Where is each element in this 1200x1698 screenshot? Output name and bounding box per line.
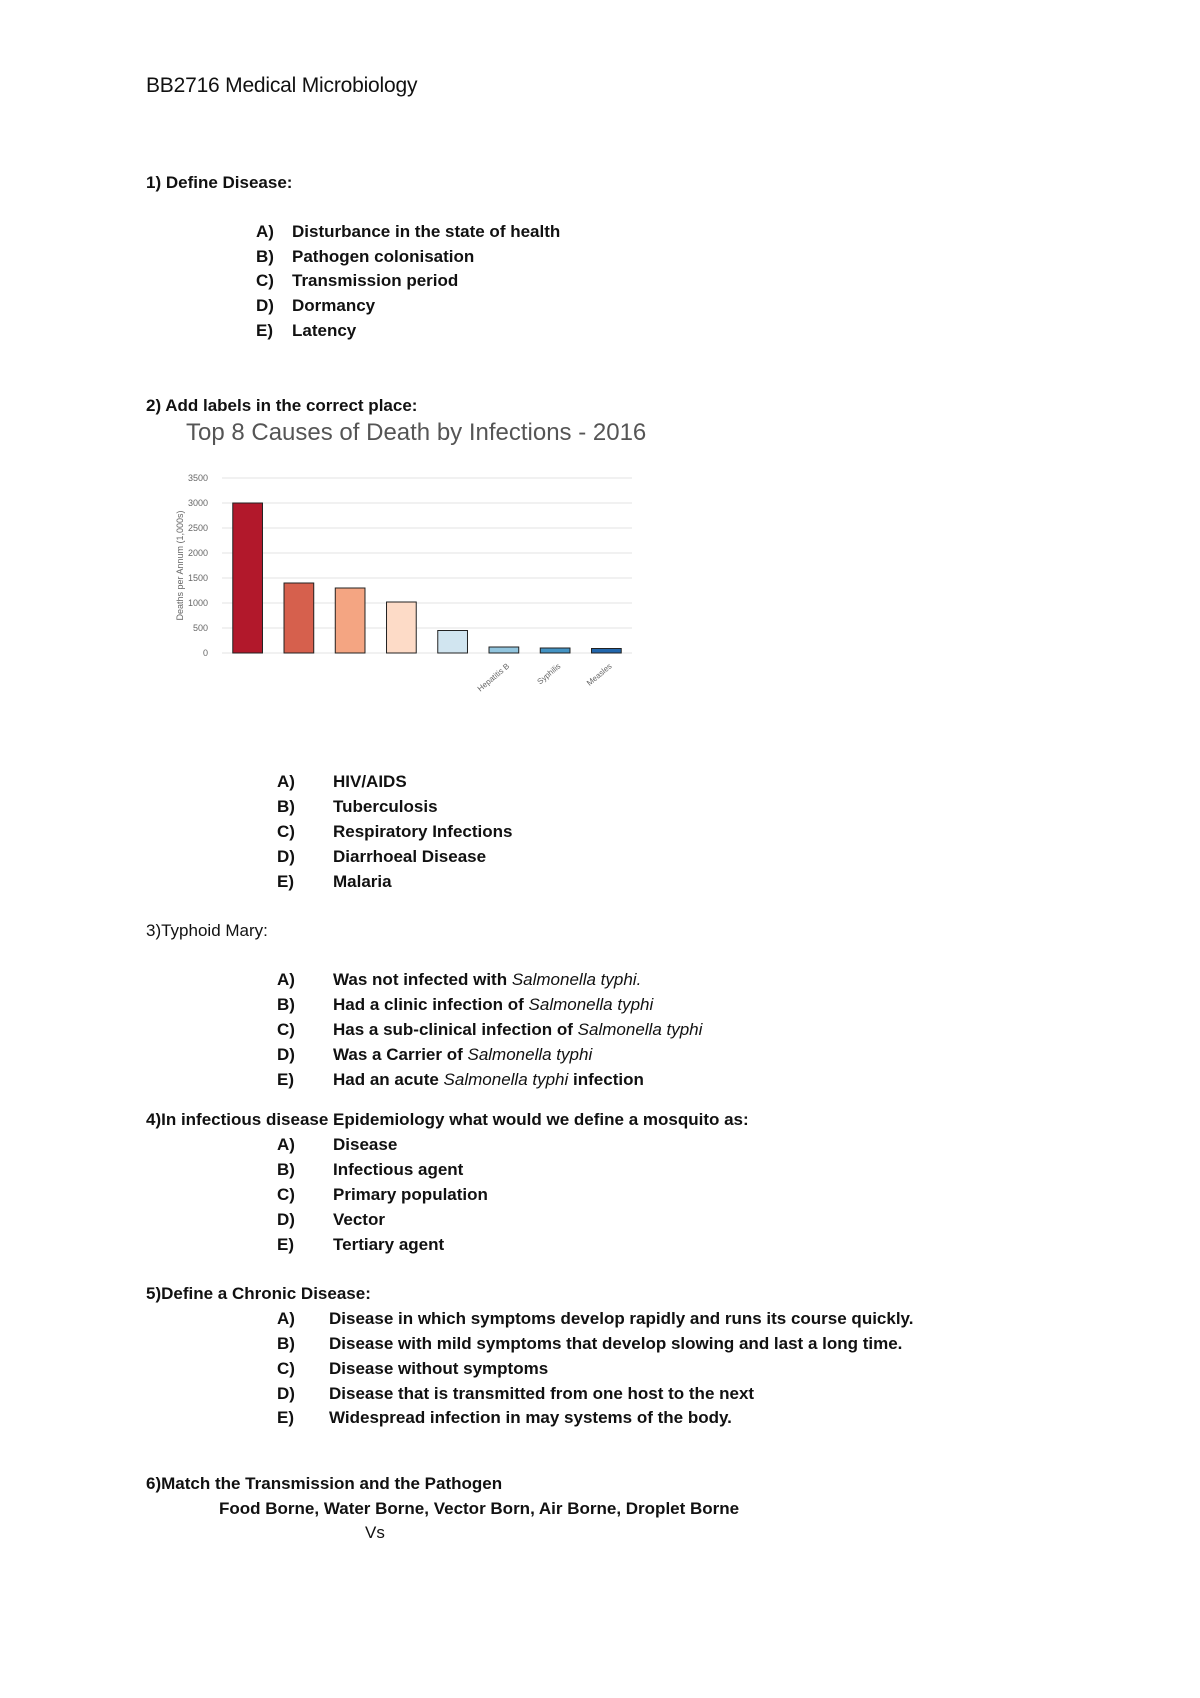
question-1-option-b[interactable] bbox=[256, 247, 475, 267]
option-text: Disease in which symptoms develop rapidly and runs its course quickly. bbox=[329, 1309, 914, 1328]
y-axis-label: Deaths per Annum (1,000s) bbox=[175, 510, 185, 621]
chart-container bbox=[170, 420, 690, 720]
question-3-option-e[interactable] bbox=[277, 1070, 644, 1090]
option-letter: E) bbox=[277, 1070, 294, 1089]
question-5-option-d[interactable] bbox=[277, 1384, 755, 1404]
question-5-title: 5)Define a Chronic Disease: bbox=[146, 1284, 371, 1303]
y-tick-label: 1000 bbox=[187, 598, 208, 608]
option-letter: D) bbox=[277, 1384, 295, 1403]
option-text: Pathogen colonisation bbox=[292, 247, 475, 266]
option-text: Was not infected with Salmonella typhi. bbox=[333, 970, 642, 989]
question-1-option-a[interactable] bbox=[256, 222, 561, 242]
bar bbox=[284, 583, 314, 653]
option-text: Widespread infection in may systems of the body. bbox=[329, 1408, 732, 1427]
option-letter: D) bbox=[277, 1045, 295, 1064]
chart-title: Top 8 Causes of Death by Infections - 2016 bbox=[186, 420, 647, 446]
y-tick-label: 3000 bbox=[187, 498, 208, 508]
option-text: Tertiary agent bbox=[333, 1235, 445, 1254]
x-tick-label: Hepatitis B bbox=[475, 661, 512, 694]
option-letter: E) bbox=[277, 1408, 294, 1427]
question-4-option-b[interactable] bbox=[277, 1160, 464, 1180]
option-letter: C) bbox=[277, 1185, 295, 1204]
option-letter: B) bbox=[277, 995, 295, 1014]
option-letter: C) bbox=[277, 822, 295, 841]
bar bbox=[540, 648, 570, 653]
question-4-option-a[interactable] bbox=[277, 1135, 398, 1155]
option-letter: A) bbox=[277, 970, 295, 989]
question-4-option-c[interactable] bbox=[277, 1185, 488, 1205]
bar bbox=[233, 503, 263, 653]
question-5-option-b[interactable] bbox=[277, 1334, 903, 1354]
option-text: Had an acute Salmonella typhi infection bbox=[333, 1070, 644, 1089]
x-tick-label: Syphilis bbox=[535, 661, 563, 687]
question-4-title: 4)In infectious disease Epidemiology what would we define a mosquito as: bbox=[146, 1110, 749, 1129]
question-2-option-b[interactable] bbox=[277, 797, 438, 817]
bar bbox=[387, 602, 417, 653]
y-tick-label: 2000 bbox=[187, 548, 208, 558]
question-6-title: 6)Match the Transmission and the Pathogen bbox=[146, 1474, 503, 1493]
y-tick-label: 1500 bbox=[187, 573, 208, 583]
bar bbox=[438, 631, 468, 654]
option-letter: D) bbox=[277, 1210, 295, 1229]
question-5-option-a[interactable] bbox=[277, 1309, 914, 1329]
y-tick-label: 2500 bbox=[187, 523, 208, 533]
question-1-option-c[interactable] bbox=[256, 271, 459, 291]
option-text: Was a Carrier of Salmonella typhi bbox=[333, 1045, 593, 1064]
option-text: Disease that is transmitted from one host to the next bbox=[329, 1384, 755, 1403]
question-3-option-a[interactable] bbox=[277, 970, 642, 990]
bar-chart bbox=[170, 420, 690, 720]
option-text: Has a sub-clinical infection of Salmonella typhi bbox=[333, 1020, 703, 1039]
option-letter: B) bbox=[256, 247, 274, 266]
option-text: Latency bbox=[292, 321, 357, 340]
question-2-title: 2) Add labels in the correct place: bbox=[146, 396, 418, 415]
option-letter: C) bbox=[256, 271, 274, 290]
option-letter: B) bbox=[277, 1160, 295, 1179]
question-3-title: 3)Typhoid Mary: bbox=[146, 921, 268, 940]
question-2-option-d[interactable] bbox=[277, 847, 487, 867]
option-text: HIV/AIDS bbox=[333, 772, 407, 791]
y-tick-label: 0 bbox=[202, 648, 208, 658]
option-text: Disturbance in the state of health bbox=[292, 222, 561, 241]
question-3-option-b[interactable] bbox=[277, 995, 654, 1015]
transmission-types: Food Borne, Water Borne, Vector Born, Air Borne, Droplet Borne bbox=[219, 1499, 740, 1518]
question-3-option-c[interactable] bbox=[277, 1020, 703, 1040]
document-title: BB2716 Medical Microbiology bbox=[146, 74, 418, 97]
question-2-option-e[interactable] bbox=[277, 872, 392, 892]
option-text: Disease with mild symptoms that develop slowing and last a long time. bbox=[329, 1334, 903, 1353]
option-letter: A) bbox=[277, 772, 295, 791]
option-letter: C) bbox=[277, 1020, 295, 1039]
option-letter: E) bbox=[277, 1235, 294, 1254]
y-tick-label: 3500 bbox=[187, 473, 208, 483]
option-letter: E) bbox=[256, 321, 273, 340]
x-tick-label: Measles bbox=[585, 661, 614, 688]
option-letter: A) bbox=[277, 1135, 295, 1154]
question-4-option-e[interactable] bbox=[277, 1235, 445, 1255]
option-letter: E) bbox=[277, 872, 294, 891]
option-text: Malaria bbox=[333, 872, 392, 891]
option-letter: A) bbox=[256, 222, 274, 241]
question-1-option-d[interactable] bbox=[256, 296, 376, 316]
option-letter: B) bbox=[277, 1334, 295, 1353]
option-text: Diarrhoeal Disease bbox=[333, 847, 487, 866]
option-text: Primary population bbox=[333, 1185, 488, 1204]
option-letter: D) bbox=[277, 847, 295, 866]
bar bbox=[592, 649, 622, 654]
option-letter: D) bbox=[256, 296, 274, 315]
option-text: Had a clinic infection of Salmonella typhi bbox=[333, 995, 654, 1014]
versus-label: Vs bbox=[365, 1523, 385, 1542]
bar bbox=[489, 647, 519, 653]
option-text: Respiratory Infections bbox=[333, 822, 513, 841]
question-5-option-e[interactable] bbox=[277, 1408, 732, 1428]
bar bbox=[335, 588, 365, 653]
question-1-title: 1) Define Disease: bbox=[146, 173, 293, 192]
y-tick-label: 500 bbox=[192, 623, 208, 633]
question-3-option-d[interactable] bbox=[277, 1045, 593, 1065]
option-text: Disease without symptoms bbox=[329, 1359, 549, 1378]
option-letter: A) bbox=[277, 1309, 295, 1328]
question-2-option-a[interactable] bbox=[277, 772, 407, 792]
option-text: Transmission period bbox=[292, 271, 459, 290]
option-text: Infectious agent bbox=[333, 1160, 464, 1179]
question-2-option-c[interactable] bbox=[277, 822, 513, 842]
option-text: Disease bbox=[333, 1135, 398, 1154]
question-4-option-d[interactable] bbox=[277, 1210, 385, 1230]
option-letter: B) bbox=[277, 797, 295, 816]
question-1-option-e[interactable] bbox=[256, 321, 357, 341]
option-text: Vector bbox=[333, 1210, 385, 1229]
option-letter: C) bbox=[277, 1359, 295, 1378]
option-text: Dormancy bbox=[292, 296, 376, 315]
question-5-option-c[interactable] bbox=[277, 1359, 549, 1379]
option-text: Tuberculosis bbox=[333, 797, 438, 816]
